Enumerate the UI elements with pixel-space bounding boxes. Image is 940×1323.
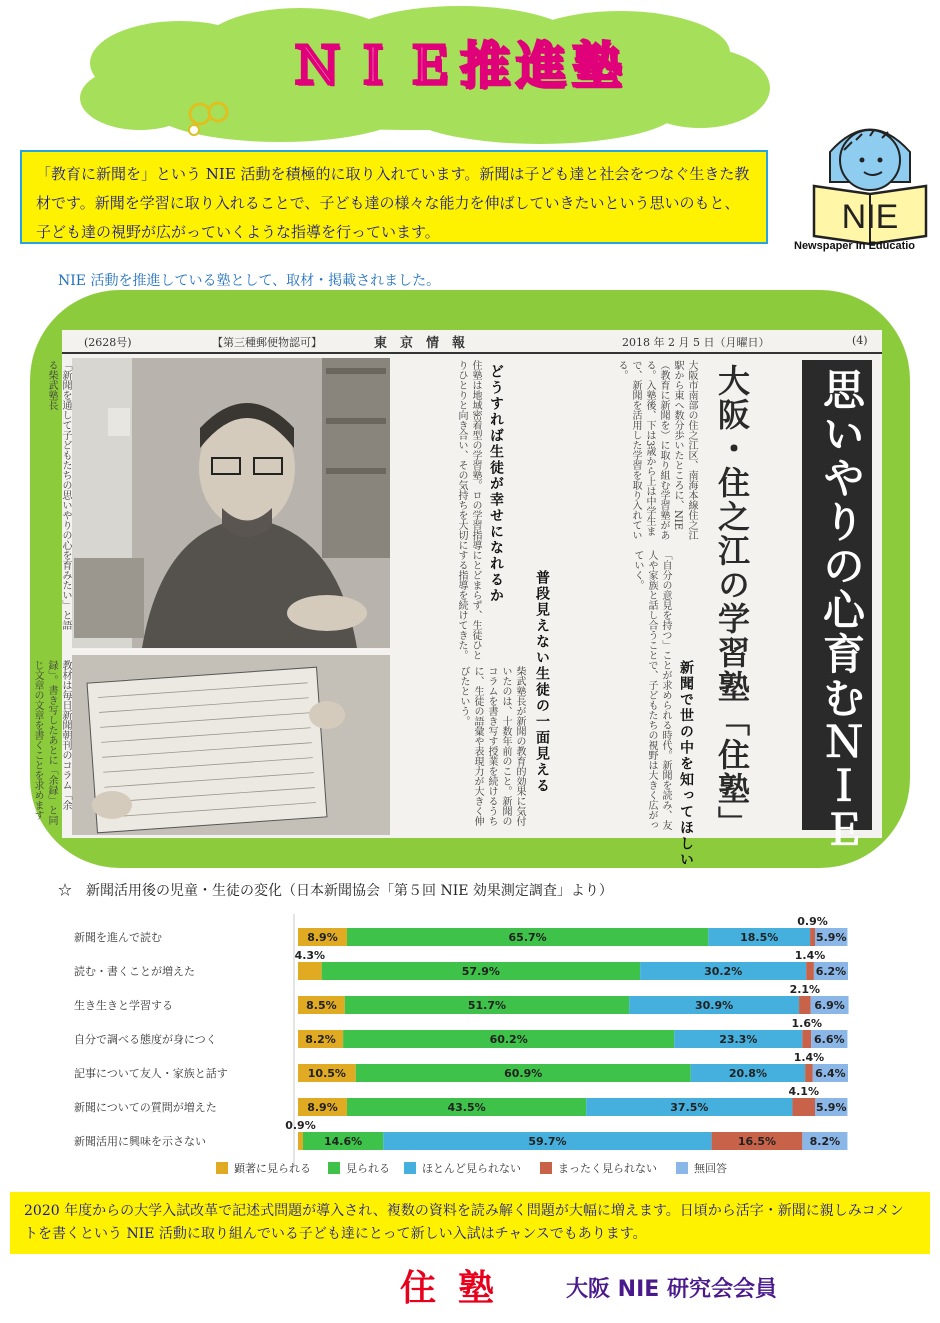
legend-entry: 顕著に見られる	[234, 1162, 311, 1175]
data-label: 0.9%	[797, 915, 828, 928]
worksheet-photo	[72, 655, 390, 835]
legend-entry: まったく見られない	[558, 1162, 657, 1175]
data-label: 8.2%	[809, 1135, 841, 1148]
data-label: 6.4%	[815, 1067, 846, 1080]
bar-segment	[298, 1132, 303, 1150]
paper-date: 2018 年 2 月 5 日（月曜日）	[622, 336, 770, 349]
data-label: 14.6%	[324, 1135, 363, 1148]
teacher-photo	[72, 358, 390, 648]
data-label: 8.9%	[307, 1101, 338, 1114]
category-label: 新聞についての質問が増えた	[74, 1101, 217, 1114]
data-label: 20.8%	[728, 1067, 767, 1080]
data-label: 6.2%	[815, 965, 847, 978]
data-label: 8.2%	[305, 1033, 336, 1046]
photo-caption-1: 「新聞を通して子どもたちの思いやりの心を育みたい」と語る柴武塾長	[46, 360, 71, 630]
bar-segment	[806, 962, 814, 980]
mail-note: 【第三種郵便物認可】	[212, 336, 322, 349]
bar-segment	[802, 1030, 811, 1048]
coverage-caption: NIE 活動を推進している塾として、取材・掲載されました。	[58, 273, 441, 289]
data-label: 0.9%	[285, 1119, 316, 1132]
data-label: 37.5%	[670, 1101, 709, 1114]
headline-sub: 大阪・住之江の学習塾「住塾」	[713, 364, 751, 840]
data-label: 18.5%	[740, 931, 779, 944]
effect-chart	[40, 910, 900, 1190]
legend-entry: ほとんど見られない	[422, 1162, 521, 1175]
paper-name: 東 京 情 報	[374, 336, 466, 351]
category-label: 新聞活用に興味を示さない	[74, 1135, 206, 1148]
bar-segment	[792, 1098, 815, 1116]
data-label: 6.9%	[814, 999, 845, 1012]
category-label: 読む・書くことが増えた	[74, 965, 195, 978]
data-label: 2.1%	[789, 983, 821, 996]
legend-swatch	[676, 1162, 688, 1174]
legend-swatch	[540, 1162, 552, 1174]
data-label: 51.7%	[467, 999, 507, 1012]
data-label: 60.9%	[504, 1067, 543, 1080]
data-label: 30.2%	[704, 965, 743, 978]
sub-heading-2: 普段見えない生徒の一面見える	[534, 570, 550, 794]
logo-text: NIE	[841, 198, 899, 236]
article-body-1: 大阪市南部の住之江区、南海本線住之江駅から東へ数分歩いたところに、NIE（教育に新聞を）に取り組む学習塾がある。入塾後、下は3歳から上は中学生まで、新聞を活用した学習を取り入れている。	[616, 360, 697, 540]
bar-segment	[799, 996, 811, 1014]
category-label: 自分で調べる態度が身につく	[74, 1033, 217, 1046]
data-label: 5.9%	[815, 1101, 847, 1114]
data-label: 16.5%	[737, 1135, 777, 1148]
data-label: 59.7%	[528, 1135, 567, 1148]
bar-segment	[805, 1064, 813, 1082]
bar-segment	[810, 928, 815, 946]
data-label: 65.7%	[508, 931, 547, 944]
legend-entry: 無回答	[694, 1162, 727, 1175]
headline-main: 思いやりの心育むＮＩＥ	[802, 360, 872, 830]
sub-heading-1: どうすれば生徒が幸せになれるか	[488, 364, 504, 604]
data-label: 5.9%	[815, 931, 847, 944]
photo-caption-2: 教材は毎日新聞朝刊のコラム「余録」。書き写したあとに「余録」と同じ文章の文章を書くことを求めます	[32, 660, 71, 825]
footer-association: 大阪 NIE 研究会会員	[566, 1277, 777, 1302]
page-title: ＮＩＥ推進塾	[292, 37, 628, 95]
data-label: 6.6%	[814, 1033, 845, 1046]
data-label: 23.3%	[719, 1033, 758, 1046]
category-label: 記事について友人・家族と話す	[74, 1067, 228, 1080]
category-label: 生き生きと学習する	[74, 999, 173, 1012]
logo-caption: Newspaper in Educatio	[794, 240, 916, 252]
intro-text: 「教育に新聞を」という NIE 活動を積極的に取り入れています。新聞は子ども達と社会をつなぐ生きた教材です。新聞を学習に取り入れることで、子ども達の様々な能力を伸ばしていきたいという思いのもと、子ども達の視野が広がっていくような指導を行っています。	[20, 150, 768, 244]
page-number: (4)	[852, 334, 868, 347]
data-label: 1.4%	[794, 949, 826, 962]
article-body-3: 柴武塾長が新聞の教育的効果に気付いたのは、十数年前のこと。新聞のコラムを書き写す授業を続けるうちに、生徒の語彙や表現力が大きく伸びたという。	[458, 666, 525, 826]
data-label: 10.5%	[307, 1067, 346, 1080]
bar-segment	[298, 962, 322, 980]
bottom-text: 2020 年度からの大学入試改革で記述式問題が導入され、複数の資料を読み解く問題が大幅に増えます。日頃から活字・新聞に親しみコメントを書くという NIE 活動に取り組んでいる子ども達にとって新しい入試はチャンスでもあります。	[10, 1192, 930, 1254]
data-label: 1.6%	[791, 1017, 823, 1030]
footer-school-name: 住塾	[400, 1268, 517, 1309]
chart-title: ☆ 新聞活用後の児童・生徒の変化（日本新聞協会「第５回 NIE 効果測定調査」より）	[58, 883, 613, 899]
legend-swatch	[216, 1162, 228, 1174]
data-label: 4.3%	[294, 949, 326, 962]
data-label: 8.9%	[307, 931, 338, 944]
data-label: 4.1%	[788, 1085, 819, 1098]
legend-swatch	[328, 1162, 340, 1174]
article-body-2: 住塾は地域密着型の学習塾。ロの学習指導にとどまらず、生徒ひとりひとりと向き合い、その気持ちを大切にする指導を続けてきた。	[456, 360, 481, 660]
data-label: 1.4%	[793, 1051, 825, 1064]
article-body-4: 「自分の意見を持つ」ことが求められる時代。新聞を読み、友人や家族と話し合うことで、子どもたちの視野は大きく広がっていく。	[632, 550, 671, 830]
data-label: 43.5%	[447, 1101, 486, 1114]
clipping-header	[62, 330, 882, 354]
data-label: 8.5%	[306, 999, 337, 1012]
issue-number: (2628号)	[84, 336, 132, 349]
legend-swatch	[404, 1162, 416, 1174]
data-label: 60.2%	[489, 1033, 528, 1046]
newspaper-clipping	[32, 330, 882, 868]
data-label: 57.9%	[461, 965, 500, 978]
category-label: 新聞を進んで読む	[74, 931, 162, 944]
data-label: 30.9%	[694, 999, 734, 1012]
legend-entry: 見られる	[346, 1162, 390, 1175]
sub-heading-3: 新聞で世の中を知ってほしい	[678, 660, 694, 868]
